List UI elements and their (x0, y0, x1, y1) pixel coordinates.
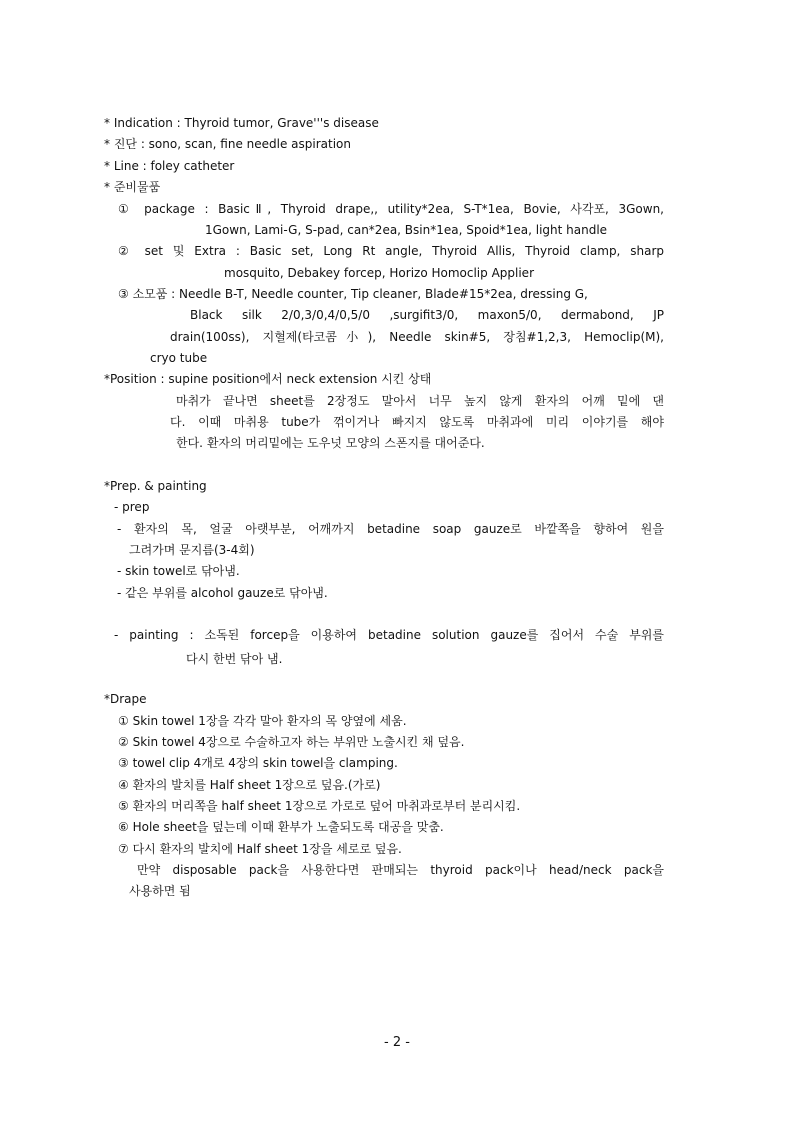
position-text-3: 한다. 환자의 머리밑에는 도우넛 모양의 스폰지를 대어준다. (176, 436, 485, 450)
drape-heading: *Drape (104, 692, 147, 706)
diagnosis-line: * 진단 : sono, scan, fine needle aspiration (104, 137, 351, 151)
package-item-cont: 1Gown, Lami-G, S-pad, can*2ea, Bsin*1ea, Spoid*1ea, light handle (205, 223, 608, 237)
position-text-2: 다. 이때 마취용 tube가 꺾이거나 빠지지 않도록 마취과에 미리 이야기를 해야 (170, 415, 664, 429)
prep-subheading: - prep (114, 500, 150, 514)
drape-step-2: ② Skin towel 4장으로 수술하고자 하는 부위만 노출시킨 채 덮음. (118, 735, 465, 749)
drape-step-5: ⑤ 환자의 머리쪽을 half sheet 1장으로 가로로 덮어 마취과로부터 분리시킴. (118, 799, 521, 813)
set-extra-item-cont: mosquito, Debakey forcep, Horizo Homoclip Applier (224, 266, 535, 280)
line-catheter-line: * Line : foley catheter (104, 159, 235, 173)
drape-step-1: ① Skin towel 1장을 각각 말아 환자의 목 양옆에 세움. (118, 714, 407, 728)
prep-step-2: - skin towel로 닦아냄. (117, 564, 240, 578)
indication-line: * Indication : Thyroid tumor, Grave'''s disease (104, 116, 379, 130)
drape-note-cont: 사용하면 됨 (129, 884, 191, 898)
preparation-heading: * 준비물품 (104, 180, 161, 194)
painting-text-cont: 다시 한번 닦아 냄. (186, 652, 283, 666)
painting-text: - painting : 소독된 forcep을 이용하여 betadine solution gauze를 집어서 수술 부위를 (114, 628, 664, 642)
prep-step-1-cont: 그려가며 문지름(3-4회) (129, 543, 255, 557)
consumables-item-cont-1: Black silk 2/0,3/0,4/0,5/0 ,surgifit3/0, maxon5/0, dermabond, JP (190, 308, 664, 322)
consumables-item: ③ 소모품 : Needle B-T, Needle counter, Tip cleaner, Blade#15*2ea, dressing G, (118, 287, 588, 301)
drape-step-3: ③ towel clip 4개로 4장의 skin towel을 clamping. (118, 756, 398, 770)
consumables-item-cont-3: cryo tube (150, 351, 208, 365)
drape-step-7: ⑦ 다시 환자의 발치에 Half sheet 1장을 세로로 덮음. (118, 842, 402, 856)
prep-painting-heading: *Prep. & painting (104, 479, 207, 493)
drape-step-6: ⑥ Hole sheet을 덮는데 이때 환부가 노출되도록 대공을 맞춤. (118, 820, 444, 834)
drape-note: 만약 disposable pack을 사용한다면 판매되는 thyroid pack이나 head/neck pack을 (137, 863, 664, 877)
package-item: ① package : BasicⅡ, Thyroid drape,, utility*2ea, S-T*1ea, Bovie, 사각포, 3Gown, (118, 202, 664, 216)
position-text-1: 마취가 끝나면 sheet를 2장정도 말아서 너무 높지 않게 환자의 어깨 밑에 댄 (176, 394, 664, 408)
set-extra-item: ② set 및 Extra : Basic set, Long Rt angle, Thyroid Allis, Thyroid clamp, sharp (118, 244, 664, 258)
consumables-item-cont-2: drain(100ss), 지혈제(타코콤小), Needle skin#5, 장침#1,2,3, Hemoclip(M), (170, 330, 664, 344)
position-heading: *Position : supine position에서 neck extension 시킨 상태 (104, 372, 432, 386)
prep-step-1: - 환자의 목, 얼굴 아랫부분, 어깨까지 betadine soap gauze로 바깥쪽을 향하여 원을 (117, 522, 664, 536)
prep-step-3: - 같은 부위를 alcohol gauze로 닦아냄. (117, 586, 328, 600)
page-number: - 2 - (384, 1035, 410, 1050)
drape-step-4: ④ 환자의 발치를 Half sheet 1장으로 덮음.(가로) (118, 778, 381, 792)
